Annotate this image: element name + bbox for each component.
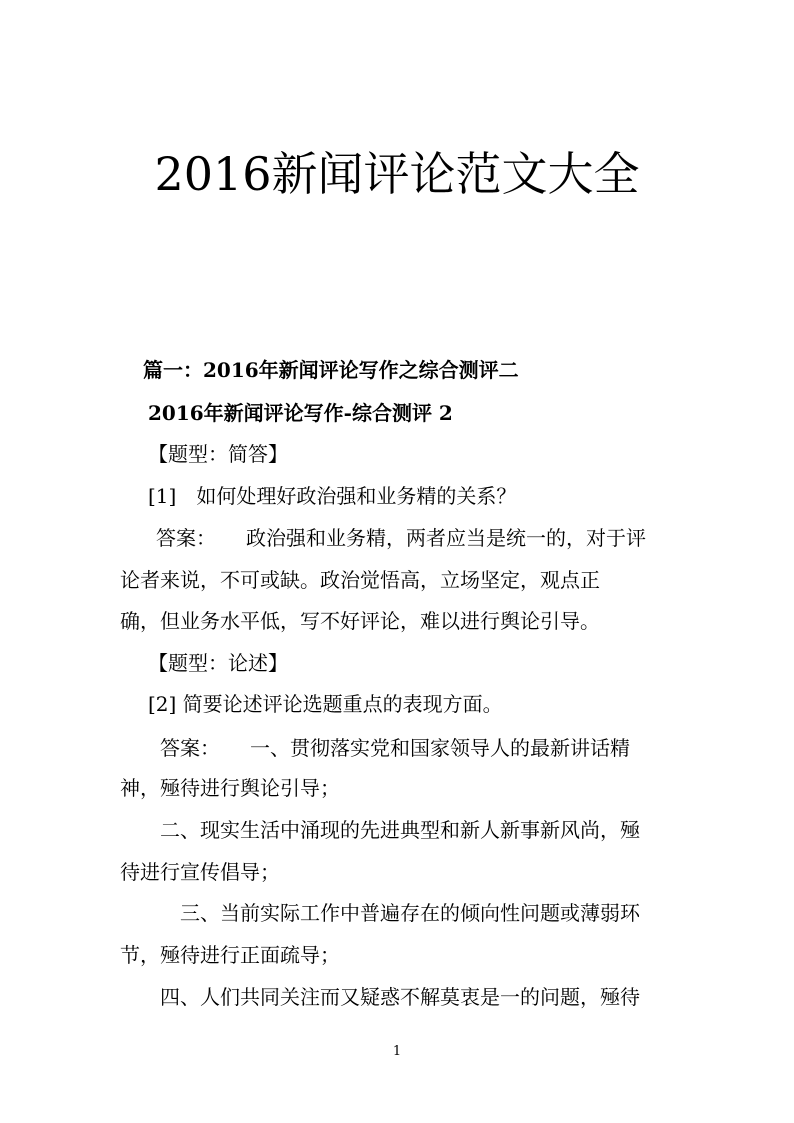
answer-2-line: 节，殛待进行正面疏导； xyxy=(120,943,340,967)
answer-2-line: 三、当前实际工作中普遍存在的倾向性问题或薄弱环 xyxy=(180,901,640,925)
answer-1-line: 答案： 政治强和业务精，两者应当是统一的，对于评 xyxy=(156,526,646,550)
section-subheading: 2016年新闻评论写作-综合测评 2 xyxy=(148,401,453,425)
answer-2-line: 二、现实生活中涌现的先进典型和新人新事新风尚，殛 xyxy=(160,818,640,842)
question-2: [2] 简要论述评论选题重点的表现方面。 xyxy=(148,692,503,716)
answer-2-line: 神，殛待进行舆论引导； xyxy=(120,776,340,800)
question-type-label: 【题型：论述】 xyxy=(148,651,288,675)
answer-1-line: 确，但业务水平低，写不好评论，难以进行舆论引导。 xyxy=(120,609,600,633)
document-title: 2016新闻评论范文大全 xyxy=(154,147,640,201)
answer-2-line: 四、人们共同关注而又疑惑不解莫衷是一的问题，殛待 xyxy=(160,985,640,1009)
question-1: [1] 如何处理好政治强和业务精的关系？ xyxy=(148,484,517,508)
section-heading: 篇一：2016年新闻评论写作之综合测评二 xyxy=(143,358,519,382)
answer-2-line: 答案： 一、贯彻落实党和国家领导人的最新讲话精 xyxy=(160,736,630,760)
question-type-label: 【题型：简答】 xyxy=(148,442,288,466)
answer-1-line: 论者来说，不可或缺。政治觉悟高，立场坚定，观点正 xyxy=(120,568,600,592)
answer-2-line: 待进行宣传倡导； xyxy=(120,860,280,884)
page-number: 1 xyxy=(392,1044,402,1059)
